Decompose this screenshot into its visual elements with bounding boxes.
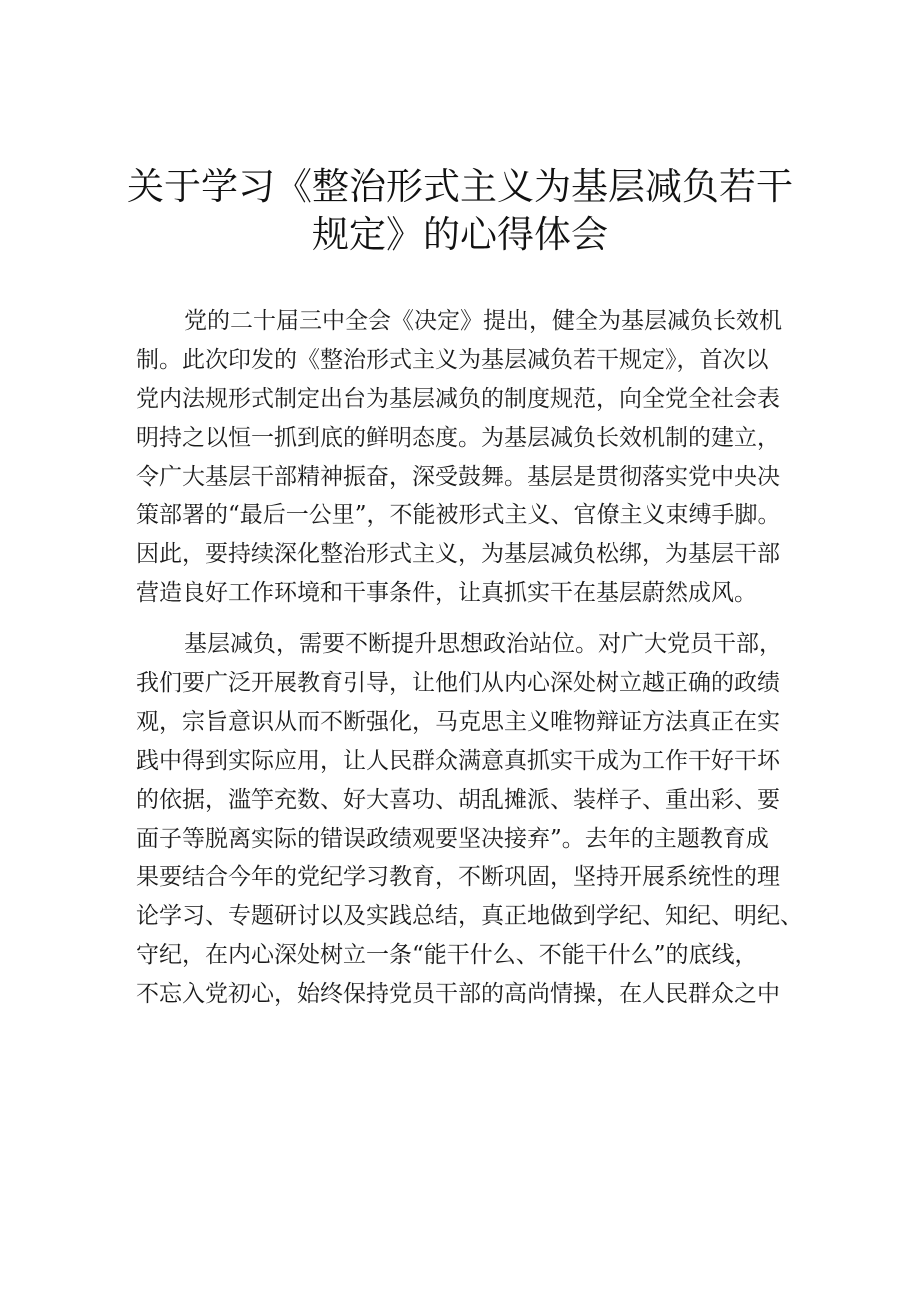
text-line: 明持之以恒一抓到底的鲜明态度。为基层减负长效机制的建立， <box>136 424 780 451</box>
document-title <box>100 163 820 259</box>
text-line: 面子等脱离实际的错误政绩观要坚决接弃”。去年的主题教育成 <box>136 825 769 852</box>
text-line: 制。此次印发的《整治形式主义为基层减负若干规定》，首次以 <box>136 346 769 373</box>
text-line: 论学习、专题研讨以及实践总结，真正地做到学纪、知纪、明纪、 <box>136 903 803 930</box>
text-line: 基层减负，需要不断提升思想政治站位。对广大党员干部， <box>184 631 782 658</box>
text-line: 因此，要持续深化整治形式主义，为基层减负松绑，为基层干部 <box>136 541 780 568</box>
text-line: 党内法规形式制定出台为基层减负的制度规范，向全党全社会表 <box>136 385 780 412</box>
text-line: 不忘入党初心，始终保持党员干部的高尚情操，在人民群众之中 <box>136 981 780 1008</box>
text-line: 营造良好工作环境和干事条件，让真抓实干在基层蔚然成风。 <box>136 580 757 607</box>
document-body <box>136 302 803 1014</box>
paragraph-1 <box>136 302 794 613</box>
title-line: 关于学习《整治形式主义为基层减负若干 <box>127 165 793 208</box>
paragraph-gap <box>136 613 794 625</box>
text-line: 观，宗旨意识从而不断强化，马克思主义唯物辩证方法真正在实 <box>136 708 780 735</box>
text-line: 的依据，滥竽充数、好大喜功、胡乱摊派、装样子、重出彩、要 <box>136 786 780 813</box>
text-line: 策部署的“最后一公里”，不能被形式主义、官僚主义束缚手脚。 <box>136 502 781 529</box>
text-line: 果要结合今年的党纪学习教育，不断巩固，坚持开展系统性的理 <box>136 864 780 891</box>
text-line: 党的二十届三中全会《决定》提出，健全为基层减负长效机 <box>184 308 782 334</box>
text-line: 令广大基层干部精神振奋，深受鼓舞。基层是贯彻落实党中央决 <box>136 463 780 490</box>
text-line: 我们要广泛开展教育引导，让他们从内心深处树立越正确的政绩 <box>136 670 780 697</box>
title-line: 规定》的心得体会 <box>312 213 608 256</box>
paragraph-2 <box>136 625 803 1014</box>
text-line: 践中得到实际应用，让人民群众满意真抓实干成为工作干好干坏 <box>136 747 780 774</box>
text-line: 守纪，在内心深处树立一条“能干什么、不能干什么”的底线， <box>136 942 758 969</box>
